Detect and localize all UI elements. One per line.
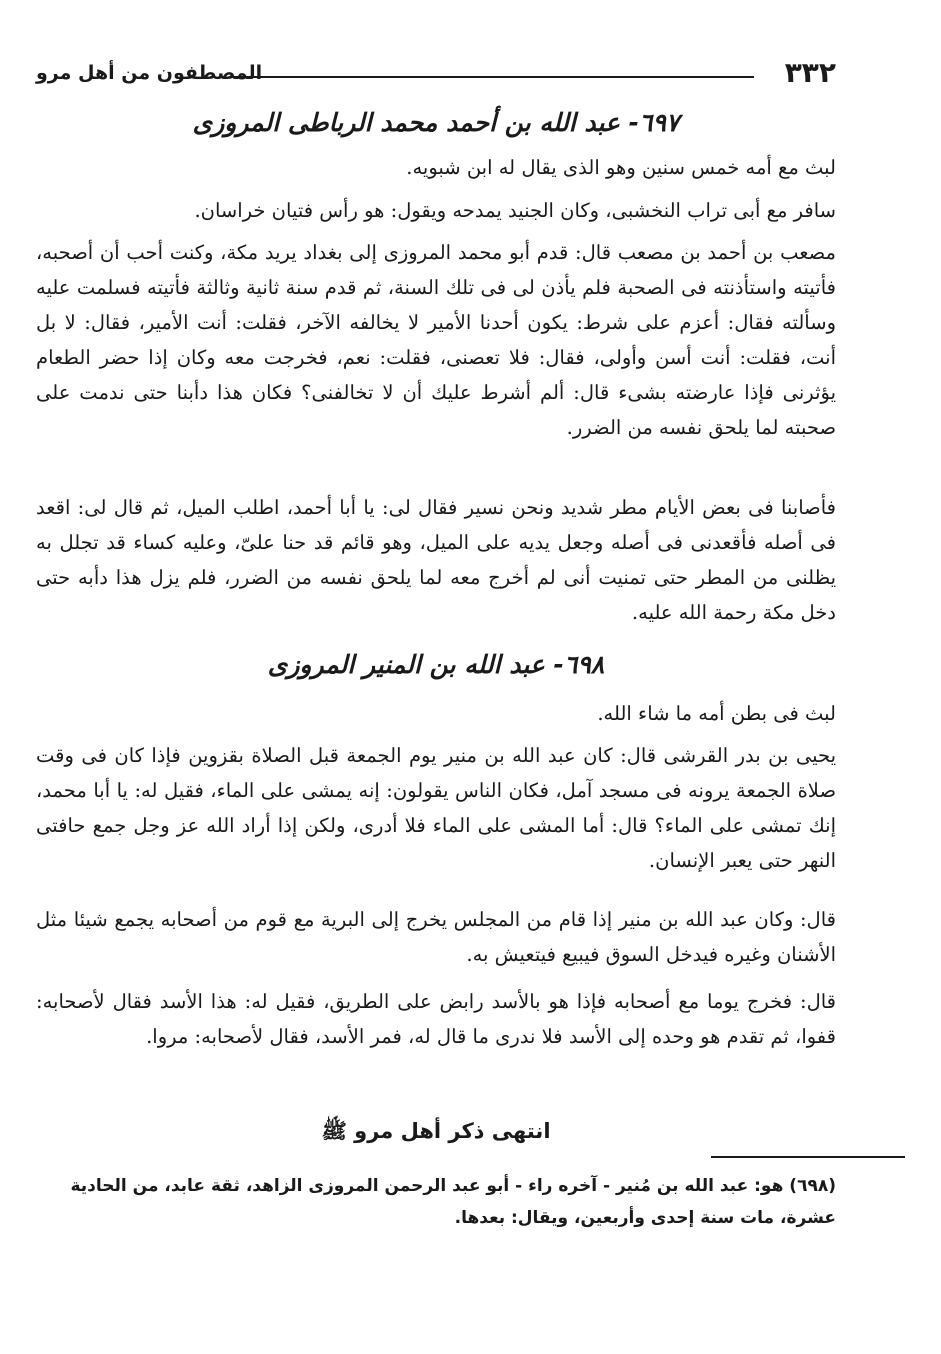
running-title: المصطفون من أهل مرو: [36, 62, 263, 84]
entry-697-paragraph-2: سافر مع أبى تراب النخشبى، وكان الجنيد يمدحه ويقول: هو رأس فتيان خراسان.: [194, 199, 836, 222]
footnote-marker: (٦٩٨): [789, 1176, 836, 1196]
entry-heading-698: ٦٩٨- عبد الله بن المنير المروزى: [267, 650, 605, 679]
entry-698-paragraph-3: قال: وكان عبد الله بن منير إذا قام من المجلس يخرج إلى البرية مع قوم من أصحابه يجمع شيئا مثل الأشنان وغيره فيدخل السوق فيبيع فيتعيش به.: [36, 908, 836, 966]
footnote-rule: [711, 1156, 905, 1158]
header-rule: [234, 76, 754, 78]
page-number: ٣٣٢: [784, 56, 836, 89]
entry-698-paragraph-2: يحيى بن بدر القرشى قال: كان عبد الله بن منير يوم الجمعة قبل الصلاة بقزوين فإذا كان فى وقت صلاة الجمعة يرونه فى مسجد آمل، فكان الناس يقولون: إنه يمشى على الماء، فقيل له: يا أبا محمد، إنك تمشى على الماء؟ قال: أما المشى على الماء فلا أدرى، ولكن إذا أراد الله عز وجل جمع حافتى النهر حتى يعبر الإنسان.: [36, 744, 836, 872]
footnote-text: هو: عبد الله بن مُنير - آخره راء - أبو عبد الرحمن المروزى الزاهد، ثقة عابد، من الحادية عشرة، مات سنة إحدى وأربعين، ويقال: بعدها.: [70, 1176, 836, 1228]
footnote: [36, 1170, 836, 1234]
entry-697-paragraph-1: لبث مع أمه خمس سنين وهو الذى يقال له ابن شبويه.: [406, 156, 836, 179]
entry-heading-697: ٦٩٧- عبد الله بن أحمد محمد الرباطى المروزى: [192, 108, 680, 137]
entry-698-paragraph-4: قال: فخرج يوما مع أصحابه فإذا هو بالأسد رابض على الطريق، فقيل له: هذا الأسد فقال لأصحابه: قفوا، ثم تقدم هو وحده إلى الأسد فلا ندرى ما قال له، فمر الأسد، فقال لأصحابه: مروا.: [36, 990, 836, 1048]
entry-697-paragraph-3: مصعب بن أحمد بن مصعب قال: قدم أبو محمد المروزى إلى بغداد يريد مكة، وكنت أحب أن أصحبه، فأتيته واستأذنته فى الصحبة فلم يأذن لى فى تلك السنة، ثم قدم سنة ثانية وثالثة فأتيته فسلمت عليه وسألته فقال: أعزم على شرط: يكون أحدنا الأمير لا يخالفه الآخر، فقلت: أنت الأمير، فقال: لا بل أنت، فقلت: أنت أسن وأولى، فقال: فلا تعصنى، فقلت: نعم، فخرجت معه وكان إذا حضر الطعام يؤثرنى فإذا عارضته بشىء قال: ألم أشرط عليك أن لا تخالفنى؟ فكان هذا دأبنا حتى ندمت على صحبته لما يلحق نفسه من الضرر.: [36, 241, 836, 439]
entry-697-paragraph-4: فأصابنا فى بعض الأيام مطر شديد ونحن نسير فقال لى: يا أبا أحمد، اطلب الميل، ثم قال لى: اقعد فى أصله فأقعدنى فى أصله وجعل يديه على الميل، وهو قائم قد حنا علىّ، وعليه كساء قد تجلل به يظلنى من المطر حتى تمنيت أنى لم أخرج معه لما يلحق نفسه من الضرر، فلم يزل هذا دأبه حتى دخل مكة رحمة الله عليه.: [36, 496, 836, 624]
closing-line: انتهى ذكر أهل مرو ﷺ: [321, 1119, 551, 1143]
entry-698-paragraph-1: لبث فى بطن أمه ما شاء الله.: [597, 702, 836, 725]
page-header: [36, 56, 836, 92]
